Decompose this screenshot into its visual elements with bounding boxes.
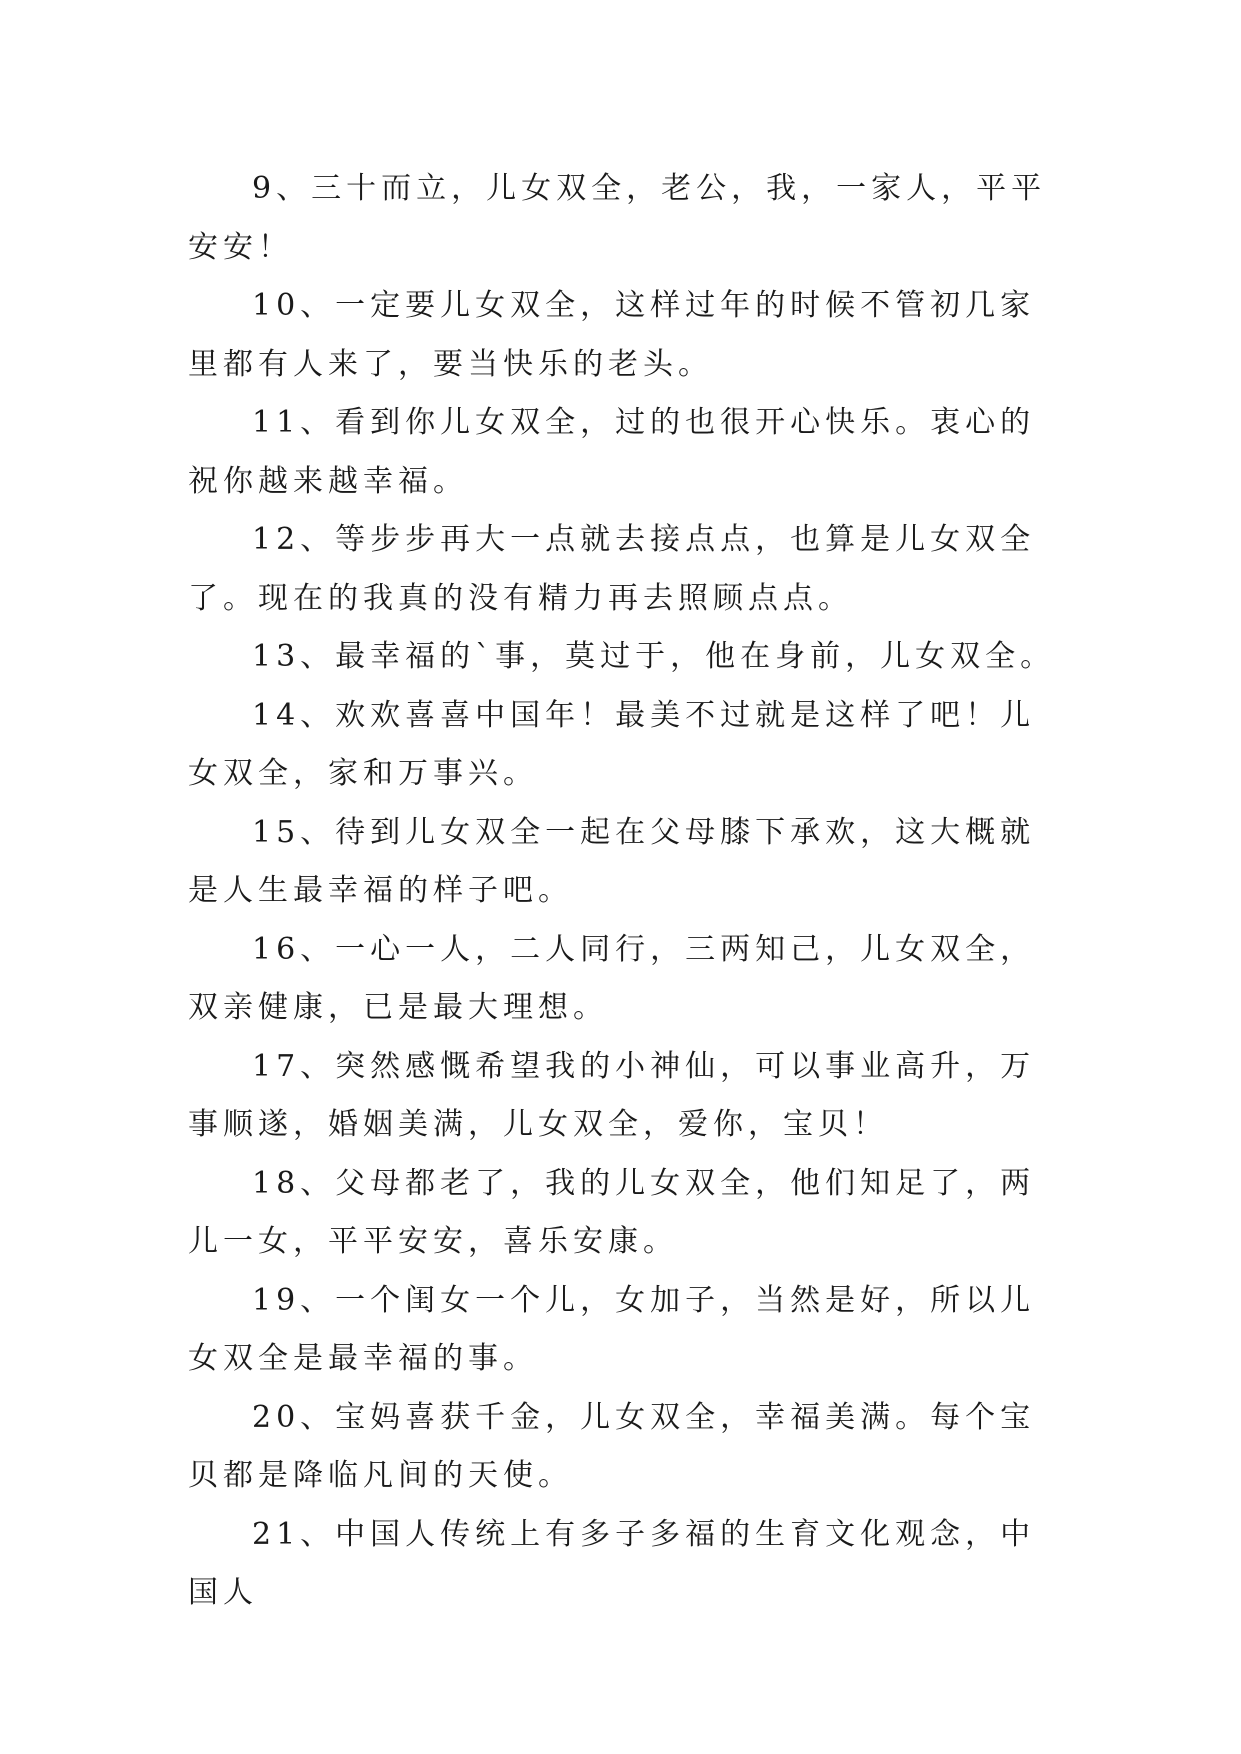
paragraph: 11、看到你儿女双全，过的也很开心快乐。衷心的祝你越来越幸福。 — [188, 405, 1036, 499]
paragraph: 15、待到儿女双全一起在父母膝下承欢，这大概就是人生最幸福的样子吧。 — [188, 814, 1036, 908]
paragraph: 10、一定要儿女双全，这样过年的时候不管初几家里都有人来了，要当快乐的老头。 — [188, 288, 1036, 382]
paragraph: 20、宝妈喜获千金，儿女双全，幸福美满。每个宝贝都是降临凡间的天使。 — [188, 1399, 1036, 1493]
document-body — [188, 160, 1068, 1623]
paragraph: 18、父母都老了，我的儿女双全，他们知足了，两儿一女，平平安安，喜乐安康。 — [188, 1165, 1036, 1259]
paragraph: 19、一个闺女一个儿，女加子，当然是好，所以儿女双全是最幸福的事。 — [188, 1282, 1036, 1376]
paragraph: 12、等步步再大一点就去接点点，也算是儿女双全了。现在的我真的没有精力再去照顾点点。 — [188, 522, 1036, 616]
paragraph: 9、三十而立，儿女双全，老公，我，一家人，平平安安！ — [188, 171, 1047, 265]
paragraph: 14、欢欢喜喜中国年！最美不过就是这样了吧！儿女双全，家和万事兴。 — [188, 697, 1036, 791]
paragraph: 13、最幸福的`事，莫过于，他在身前，儿女双全。 — [252, 639, 1056, 674]
paragraph: 21、中国人传统上有多子多福的生育文化观念，中国人 — [188, 1516, 1036, 1610]
paragraph: 17、突然感慨希望我的小神仙，可以事业高升，万事顺遂，婚姻美满，儿女双全，爱你，宝贝！ — [188, 1048, 1036, 1142]
paragraph: 16、一心一人，二人同行，三两知己，儿女双全，双亲健康，已是最大理想。 — [188, 931, 1036, 1025]
